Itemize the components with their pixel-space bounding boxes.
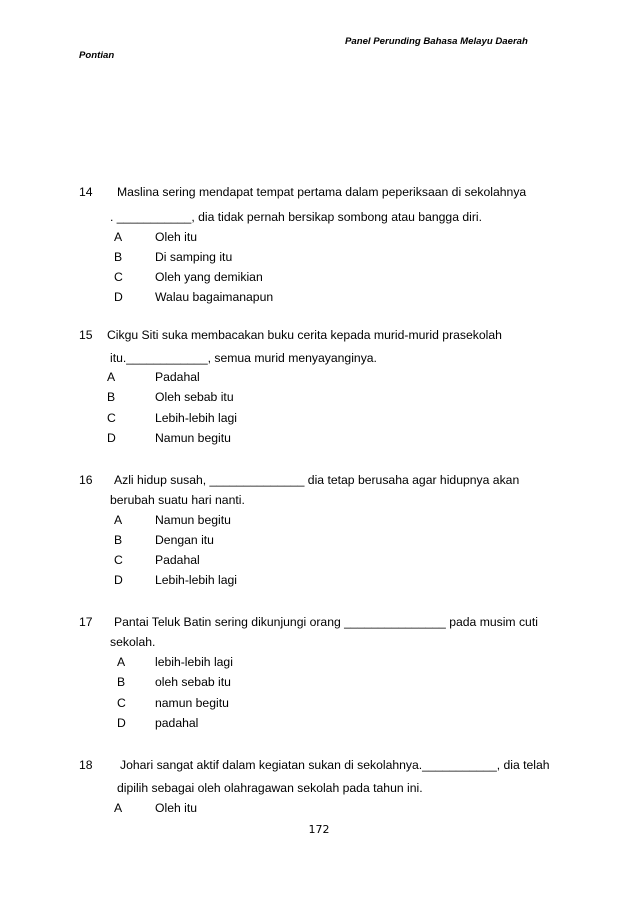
option-letter: D xyxy=(114,290,123,304)
option-letter: D xyxy=(117,716,126,730)
option-text: Padahal xyxy=(155,370,200,384)
option-text: padahal xyxy=(155,716,199,730)
question-stem-line: Pantai Teluk Batin sering dikunjungi orang _______________ pada musim cuti xyxy=(114,615,538,629)
option-text: Oleh sebab itu xyxy=(155,390,234,404)
option-letter: B xyxy=(117,675,126,689)
header-title: Panel Perunding Bahasa Melayu Daerah xyxy=(345,36,528,47)
option-text: lebih-lebih lagi xyxy=(155,655,233,669)
option-text: Lebih-lebih lagi xyxy=(155,411,237,425)
option-letter: A xyxy=(114,230,123,244)
option-letter: B xyxy=(107,390,116,404)
option-text: Namun begitu xyxy=(155,513,231,527)
option-text: Padahal xyxy=(155,553,200,567)
page-number: 172 xyxy=(308,823,330,836)
question-stem-line: Azli hidup susah, ______________ dia tetap berusaha agar hidupnya akan xyxy=(114,473,520,487)
option-letter: A xyxy=(117,655,126,669)
option-text: Walau bagaimanapun xyxy=(155,290,274,304)
question-stem-line: dipilih sebagai oleh olahragawan sekolah pada tahun ini. xyxy=(117,781,423,795)
option-text: Dengan itu xyxy=(155,533,214,547)
option-letter: A xyxy=(107,370,116,384)
option-letter: C xyxy=(117,696,126,710)
question-number: 18 xyxy=(79,758,93,772)
option-text: Namun begitu xyxy=(155,431,231,445)
option-text: namun begitu xyxy=(155,696,229,710)
question-stem-line: Maslina sering mendapat tempat pertama dalam peperiksaan di sekolahnya xyxy=(117,185,527,199)
option-letter: A xyxy=(114,513,123,527)
option-letter: D xyxy=(107,431,116,445)
question-number: 16 xyxy=(79,473,93,487)
option-text: Oleh itu xyxy=(155,230,198,244)
option-letter: C xyxy=(107,411,116,425)
header-subtitle: Pontian xyxy=(79,50,115,61)
option-text: Oleh yang demikian xyxy=(155,270,263,284)
question-stem-line: Johari sangat aktif dalam kegiatan sukan di sekolahnya.___________, dia telah xyxy=(120,758,550,772)
option-text: Lebih-lebih lagi xyxy=(155,573,237,587)
option-text: oleh sebab itu xyxy=(155,675,231,689)
question-stem-line: Cikgu Siti suka membacakan buku cerita kepada murid-murid prasekolah xyxy=(107,328,502,342)
option-letter: C xyxy=(114,553,123,567)
question-stem-line: . ___________, dia tidak pernah bersikap sombong atau bangga diri. xyxy=(110,210,482,224)
question-stem-line: berubah suatu hari nanti. xyxy=(110,493,245,507)
option-letter: D xyxy=(114,573,123,587)
option-text: Oleh itu xyxy=(155,801,198,815)
option-text: Di samping itu xyxy=(155,250,233,264)
option-letter: A xyxy=(114,801,123,815)
option-letter: B xyxy=(114,533,123,547)
question-number: 14 xyxy=(79,185,93,199)
question-number: 15 xyxy=(79,328,93,342)
question-stem-line: itu.____________, semua murid menyayanginya. xyxy=(110,351,377,365)
option-letter: B xyxy=(114,250,123,264)
option-letter: C xyxy=(114,270,123,284)
question-number: 17 xyxy=(79,615,93,629)
question-stem-line: sekolah. xyxy=(110,635,156,649)
